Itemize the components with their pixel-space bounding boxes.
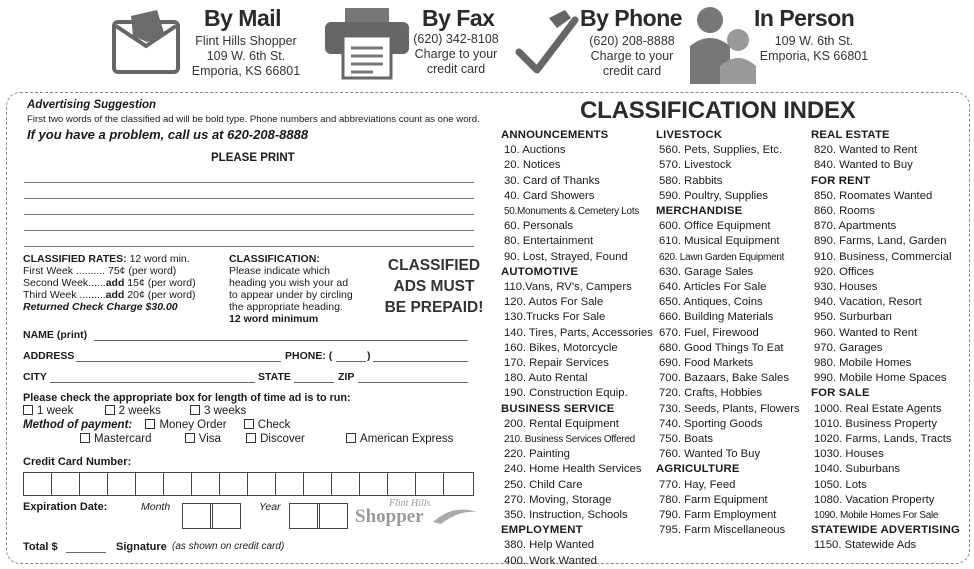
please-print: PLEASE PRINT xyxy=(211,152,295,164)
index-entry: 30. Card of Thanks xyxy=(504,174,600,187)
index-entry: 795. Farm Miscellaneous xyxy=(659,524,786,537)
cc-digit-box[interactable] xyxy=(219,472,248,496)
payment-cards xyxy=(80,433,453,445)
option-label: 3 weeks xyxy=(204,405,247,417)
fax-title: By Fax xyxy=(422,5,495,31)
index-entry: 620. Lawn Garden Equipment xyxy=(659,251,785,263)
address-label: ADDRESS xyxy=(23,350,75,362)
name-label: NAME (print) xyxy=(23,329,88,341)
fax-line: (620) 342-8108 xyxy=(413,32,499,46)
class-min: 12 word minimum xyxy=(229,313,319,325)
classification-note xyxy=(229,253,379,325)
index-entry: 890. Farms, Land, Garden xyxy=(814,235,947,248)
index-entry: 790. Farm Employment xyxy=(659,509,777,522)
index-section-heading: AUTOMOTIVE xyxy=(501,265,579,278)
signature-note: (as shown on credit card) xyxy=(172,541,285,552)
logo-script: Flint Hills xyxy=(389,498,431,509)
index-entry: 60. Personals xyxy=(504,220,574,233)
exp-month-box-1[interactable] xyxy=(182,503,213,529)
payment-label: Method of payment: xyxy=(23,419,133,431)
cc-digit-box[interactable] xyxy=(387,472,416,496)
rate-row xyxy=(23,265,223,277)
index-entry: 140. Tires, Parts, Accessories xyxy=(504,326,653,339)
index-entry: 690. Food Markets xyxy=(659,357,754,370)
index-entry: 970. Garages xyxy=(814,341,883,354)
index-entry: 90. Lost, Strayed, Found xyxy=(504,250,628,263)
index-entry: 950. Surburban xyxy=(814,311,892,324)
index-entry: 870. Apartments xyxy=(814,220,897,233)
index-entry: 610. Musical Equipment xyxy=(659,235,780,248)
payment-method xyxy=(23,419,290,431)
returned-check: Returned Check Charge $30.00 xyxy=(23,301,178,313)
rate-label: First Week .......... xyxy=(23,265,106,277)
index-entry: 40. Card Showers xyxy=(504,189,595,202)
cc-digit-box[interactable] xyxy=(415,472,444,496)
index-entry: 1050. Lots xyxy=(814,478,867,491)
area-code-field[interactable] xyxy=(336,361,366,362)
rate-row xyxy=(23,289,223,301)
rate-label: Third Week ......... xyxy=(23,289,106,301)
exp-label: Expiration Date: xyxy=(23,501,108,513)
cc-digit-box[interactable] xyxy=(79,472,108,496)
index-entry: 270. Moving, Storage xyxy=(504,493,612,506)
index-entry: 980. Mobile Homes xyxy=(814,357,912,370)
rate-price: 15¢ (per word) xyxy=(127,277,196,289)
index-section-heading: MERCHANDISE xyxy=(656,205,743,218)
index-entry: 220. Painting xyxy=(504,448,570,461)
ad-text-line[interactable] xyxy=(24,198,474,199)
index-entry: 670. Fuel, Firewood xyxy=(659,326,759,339)
index-entry: 650. Antiques, Coins xyxy=(659,296,763,309)
option-label: 1 week xyxy=(37,405,74,417)
index-entry: 1090. Mobile Homes For Sale xyxy=(814,510,939,522)
option-label: 2 weeks xyxy=(118,405,161,417)
phone-line: (620) 208-8888 xyxy=(589,34,675,48)
index-section-heading: FOR SALE xyxy=(811,387,870,400)
city-field[interactable] xyxy=(50,382,255,383)
phone-checkmark-icon xyxy=(513,8,581,80)
index-section-heading: STATEWIDE ADVERTISING xyxy=(811,524,960,537)
person-line: Emporia, KS 66801 xyxy=(759,49,869,63)
index-entry: 640. Articles For Sale xyxy=(659,281,767,294)
envelope-icon xyxy=(111,8,183,76)
index-entry: 400. Work Wanted xyxy=(504,554,597,567)
cc-digit-box[interactable] xyxy=(247,472,276,496)
rate-price: 75¢ (per word) xyxy=(108,265,177,277)
index-entry: 700. Bazaars, Bake Sales xyxy=(659,372,789,385)
people-icon xyxy=(688,4,758,84)
rates-min: 12 word min. xyxy=(129,253,190,265)
index-section-heading: ANNOUNCEMENTS xyxy=(501,129,609,141)
index-entry: 570. Livestock xyxy=(659,159,732,172)
cc-digit-box[interactable] xyxy=(107,472,136,496)
ad-text-line[interactable] xyxy=(24,246,474,247)
index-title: CLASSIFICATION INDEX xyxy=(580,97,856,124)
ad-text-line[interactable] xyxy=(24,182,474,183)
index-column-2 xyxy=(656,128,800,538)
fax-lines xyxy=(400,32,512,77)
index-section-heading: BUSINESS SERVICE xyxy=(501,402,615,415)
rate-row xyxy=(23,277,223,289)
length-option-1[interactable] xyxy=(23,405,73,417)
index-section-heading: REAL ESTATE xyxy=(811,129,890,141)
index-entry: 660. Building Materials xyxy=(659,311,774,324)
fax-machine-icon xyxy=(323,6,411,80)
cc-digit-box[interactable] xyxy=(51,472,80,496)
checkbox[interactable] xyxy=(185,433,195,443)
index-entry: 240. Home Health Services xyxy=(504,463,642,476)
payment-check[interactable] xyxy=(244,419,291,431)
index-entry: 1080. Vacation Property xyxy=(814,493,935,506)
payment-discover[interactable] xyxy=(246,433,305,445)
index-entry: 910. Business, Commercial xyxy=(814,250,952,263)
index-entry: 350. Instruction, Schools xyxy=(504,509,628,522)
length-prompt: Please check the appropriate box for length of time ad is to run: xyxy=(23,392,351,404)
address-field[interactable] xyxy=(76,361,281,362)
cc-label: Credit Card Number: xyxy=(23,456,132,468)
exp-year-box-1[interactable] xyxy=(289,503,320,529)
index-entry: 560. Pets, Supplies, Etc. xyxy=(659,144,783,157)
mail-lines xyxy=(186,34,306,79)
index-entry: 170. Repair Services xyxy=(504,357,609,370)
mail-line: 109 W. 6th St. xyxy=(206,49,286,63)
length-options xyxy=(23,405,246,417)
index-section-heading: AGRICULTURE xyxy=(656,463,740,476)
person-lines xyxy=(754,34,874,64)
index-entry: 110.Vans, RV's, Campers xyxy=(504,281,632,294)
prepaid-line: BE PREPAID! xyxy=(384,299,484,316)
cc-digit-box[interactable] xyxy=(359,472,388,496)
suggestion-text: First two words of the classified ad will be bold type. Phone numbers and abbreviations count as one word. xyxy=(27,114,480,125)
signature-label: Signature xyxy=(116,541,167,553)
option-label: Discover xyxy=(260,433,305,445)
index-entry: 120. Autos For Sale xyxy=(504,296,604,309)
length-option-3[interactable] xyxy=(190,405,246,417)
index-entry: 250. Child Care xyxy=(504,478,583,491)
mail-title: By Mail xyxy=(204,5,282,31)
class-text-line: the appropriate heading. xyxy=(229,301,343,313)
index-entry: 50.Monuments & Cemetery Lots xyxy=(504,206,639,218)
cc-digit-box[interactable] xyxy=(331,472,360,496)
payment-money-order[interactable] xyxy=(145,419,226,431)
index-entry: 130.Trucks For Sale xyxy=(504,311,606,324)
phone-line: Charge to your xyxy=(590,49,674,63)
checkbox[interactable] xyxy=(23,405,33,415)
index-entry: 160. Bikes, Motorcycle xyxy=(504,341,618,354)
ad-text-line[interactable] xyxy=(24,214,474,215)
mail-line: Emporia, KS 66801 xyxy=(191,64,301,78)
index-entry: 20. Notices xyxy=(504,159,561,172)
exp-year-box-2[interactable] xyxy=(317,503,348,529)
option-label: Check xyxy=(257,419,291,431)
state-label: STATE xyxy=(258,371,291,383)
zip-label: ZIP xyxy=(338,371,355,383)
checkbox[interactable] xyxy=(246,433,256,443)
index-section-heading: EMPLOYMENT xyxy=(501,524,583,537)
problem-text: If you have a problem, call us at 620-208-8888 xyxy=(27,127,309,142)
suggestion-title: Advertising Suggestion xyxy=(27,99,157,111)
phone-lines xyxy=(576,34,688,79)
cc-digit-box[interactable] xyxy=(303,472,332,496)
cc-digit-box[interactable] xyxy=(191,472,220,496)
index-entry: 1150. Statewide Ads xyxy=(814,539,917,552)
mail-line: Flint Hills Shopper xyxy=(195,34,297,48)
index-entry: 730. Seeds, Plants, Flowers xyxy=(659,402,800,415)
index-entry: 210. Business Services Offered xyxy=(504,434,635,446)
index-entry: 720. Crafts, Hobbies xyxy=(659,387,762,400)
index-entry: 750. Boats xyxy=(659,433,714,446)
index-entry: 580. Rabbits xyxy=(659,174,723,187)
checkbox[interactable] xyxy=(190,405,200,415)
year-label: Year xyxy=(259,501,281,513)
option-label: American Express xyxy=(360,433,454,445)
index-entry: 820. Wanted to Rent xyxy=(814,144,918,157)
cc-digit-box[interactable] xyxy=(23,472,52,496)
prepaid-line: ADS MUST xyxy=(393,278,475,295)
index-entry: 1000. Real Estate Agents xyxy=(814,402,942,415)
index-entry: 200. Rental Equipment xyxy=(504,417,619,430)
index-entry: 590. Poultry, Supplies xyxy=(659,189,769,202)
checkbox[interactable] xyxy=(244,419,254,429)
phone-close: ) xyxy=(367,350,371,362)
index-entry: 80. Entertainment xyxy=(504,235,594,248)
phone-title: By Phone xyxy=(580,5,683,31)
option-label: Money Order xyxy=(159,419,227,431)
fax-line: credit card xyxy=(426,62,486,76)
prepaid-line: CLASSIFIED xyxy=(387,257,481,274)
person-title: In Person xyxy=(754,5,855,31)
swoosh-icon xyxy=(431,502,479,526)
payment-amex[interactable] xyxy=(346,433,453,445)
state-field[interactable] xyxy=(294,382,334,383)
class-title: CLASSIFICATION: xyxy=(229,253,320,265)
index-entry: 840. Wanted to Buy xyxy=(814,159,913,172)
index-column-1 xyxy=(501,128,653,569)
rate-add: add xyxy=(105,289,125,301)
cc-digit-box[interactable] xyxy=(275,472,304,496)
index-section-heading: FOR RENT xyxy=(811,174,871,187)
cc-digit-box[interactable] xyxy=(443,472,474,496)
option-label: Mastercard xyxy=(94,433,152,445)
index-entry: 680. Good Things To Eat xyxy=(659,341,784,354)
phone-line: credit card xyxy=(602,64,662,78)
zip-field[interactable] xyxy=(358,382,468,383)
city-label: CITY xyxy=(23,371,47,383)
index-entry: 860. Rooms xyxy=(814,205,875,218)
prepaid-notice xyxy=(384,255,484,318)
index-entry: 850. Roomates Wanted xyxy=(814,189,933,202)
exp-month-box-2[interactable] xyxy=(210,503,241,529)
index-entry: 940. Vacation, Resort xyxy=(814,296,922,309)
index-entry: 1020. Farms, Lands, Tracts xyxy=(814,433,952,446)
index-entry: 740. Sporting Goods xyxy=(659,417,763,430)
rate-label: Second Week...... xyxy=(23,277,106,289)
index-entry: 960. Wanted to Rent xyxy=(814,326,918,339)
phone-field[interactable] xyxy=(373,361,468,362)
index-entry: 1030. Houses xyxy=(814,448,884,461)
index-entry: 380. Help Wanted xyxy=(504,539,595,552)
rates-title: CLASSIFIED RATES: xyxy=(23,253,127,265)
checkbox[interactable] xyxy=(105,405,115,415)
index-entry: 1010. Business Property xyxy=(814,417,938,430)
index-entry: 990. Mobile Home Spaces xyxy=(814,372,947,385)
month-label: Month xyxy=(141,501,171,513)
class-text-line: to appear under by circling xyxy=(229,289,353,301)
index-entry: 190. Construction Equip. xyxy=(504,387,628,400)
index-entry: 10. Auctions xyxy=(504,144,566,157)
index-entry: 930. Houses xyxy=(814,281,878,294)
index-entry: 180. Auto Rental xyxy=(504,372,588,385)
rate-add: add xyxy=(105,277,125,289)
index-entry: 770. Hay, Feed xyxy=(659,478,736,491)
option-label: Visa xyxy=(198,433,221,445)
index-entry: 760. Wanted To Buy xyxy=(659,448,761,461)
phone-label: PHONE: ( xyxy=(285,350,333,362)
index-section-heading: LIVESTOCK xyxy=(656,129,723,141)
index-entry: 920. Offices xyxy=(814,265,875,278)
checkbox[interactable] xyxy=(346,433,356,443)
total-field[interactable] xyxy=(66,552,106,553)
index-entry: 1040. Suburbans xyxy=(814,463,901,476)
checkbox[interactable] xyxy=(80,433,90,443)
name-field[interactable] xyxy=(94,340,468,341)
index-column-3 xyxy=(811,128,960,554)
classified-rates xyxy=(23,253,223,313)
index-entry: 600. Office Equipment xyxy=(659,220,771,233)
person-line: 109 W. 6th St. xyxy=(774,34,854,48)
ad-text-line[interactable] xyxy=(24,230,474,231)
class-text-line: heading you wish your ad xyxy=(229,277,349,289)
fax-line: Charge to your xyxy=(414,47,498,61)
rate-price: 20¢ (per word) xyxy=(127,289,196,301)
logo-word: Shopper xyxy=(355,506,424,527)
cc-digit-box[interactable] xyxy=(163,472,192,496)
total-label: Total $ xyxy=(23,541,58,553)
index-entry: 630. Garage Sales xyxy=(659,265,754,278)
shopper-logo xyxy=(355,498,480,530)
checkbox[interactable] xyxy=(145,419,155,429)
index-entry: 780. Farm Equipment xyxy=(659,493,768,506)
payment-mastercard[interactable] xyxy=(80,433,152,445)
length-option-2[interactable] xyxy=(105,405,161,417)
payment-visa[interactable] xyxy=(185,433,221,445)
cc-digit-box[interactable] xyxy=(135,472,164,496)
class-text-line: Please indicate which xyxy=(229,265,330,277)
